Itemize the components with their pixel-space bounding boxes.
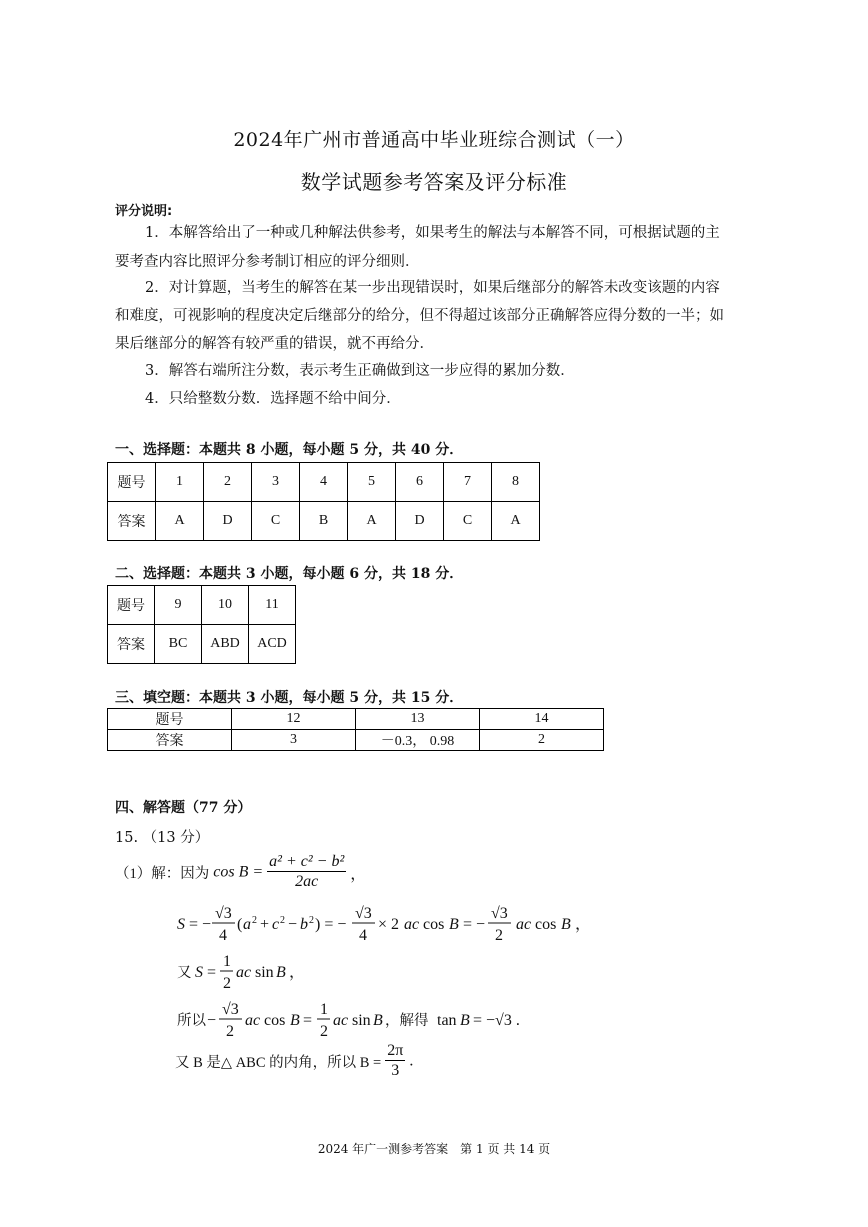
svg-text:2: 2 [252,915,257,926]
svg-text:B: B [561,916,571,933]
svg-text:ac: ac [516,916,532,933]
angle-fraction [385,1042,405,1081]
question-number: 6 [396,463,444,502]
question-number: 2 [204,463,252,502]
section3-heading: 三、填空题：本题共 3 小题，每小题 5 分，共 15 分． [115,690,464,706]
answer-cell: ACD [249,625,296,664]
svg-text:=: = [207,964,217,981]
answer-cell: ABD [202,625,249,664]
note-1-line-2: 要考查内容比照评分参考制订相应的评分细则． [115,254,420,270]
fraction-denominator: 3 [391,1062,400,1079]
area-sine-formula [175,950,335,994]
comma: ， [350,866,367,883]
svg-text:ac: ac [245,1012,261,1029]
question-number: 12 [232,709,356,730]
note-3: 3．解答右端所注分数，表示考生正确做到这一步应得的累加分数． [145,363,575,379]
question-number: 13 [356,709,480,730]
note-2-line-1: 2．对计算题，当考生的解答在某一步出现错误时，如果后继部分的解答未改变该题的内容 [145,280,720,296]
table-row [108,586,296,625]
area-formula [175,898,605,950]
question-number: 7 [444,463,492,502]
svg-text:1: 1 [223,953,231,970]
section1-answer-table [107,462,540,541]
answer-cell: A [348,502,396,541]
solution-line-5 [175,1042,413,1081]
svg-text:cos: cos [264,1012,286,1029]
answer-cell: A [492,502,540,541]
svg-text:B: B [276,964,286,981]
svg-text:B: B [460,1012,470,1029]
svg-text:=: = [303,1012,313,1029]
document-title: 2024年广州市普通高中毕业班综合测试（一） [233,129,635,151]
svg-text:1: 1 [320,1001,328,1018]
svg-text:√3: √3 [491,905,508,922]
solution-line-1 [115,853,366,892]
row-label-question: 题号 [108,463,156,502]
svg-text:b: b [300,916,308,933]
period: . [409,1052,414,1070]
answer-cell: C [444,502,492,541]
svg-text:2: 2 [309,915,314,926]
svg-text:B: B [373,1012,383,1029]
svg-text:(: ( [237,916,243,933]
svg-text:2: 2 [320,1023,328,1040]
svg-text:又: 又 [177,965,192,981]
answer-cell: D [204,502,252,541]
answer-cell: 3 [232,730,356,751]
answer-cell: B [300,502,348,541]
row-label-answer: 答案 [108,730,232,751]
note-4: 4．只给整数分数．选择题不给中间分． [145,391,401,407]
section2-answer-table [107,585,296,664]
svg-text:ac: ac [404,916,420,933]
svg-text:+: + [260,916,270,933]
section3-answer-table [107,708,604,751]
note-1-line-1: 1．本解答给出了一种或几种解法供参考，如果考生的解法与本解答不同，可根据试题的主 [145,225,720,241]
question-number: 3 [252,463,300,502]
question-number: 11 [249,586,296,625]
svg-text:所以: 所以 [177,1013,206,1029]
question-15-label: 15. （13 分） [115,830,210,846]
part1-prefix: （1）解：因为 [115,866,210,882]
svg-text:a: a [243,916,251,933]
fraction-numerator: a² + c² − b² [269,853,345,870]
answer-cell: A [156,502,204,541]
tangent-equation [175,996,555,1044]
svg-text:−: − [207,1012,217,1029]
svg-text:B: B [449,916,459,933]
section2-heading: 二、选择题：本题共 3 小题，每小题 6 分，共 18 分． [115,566,464,582]
answer-cell: 2 [480,730,604,751]
page-footer: 2024 年广一测参考答案 第 1 页 共 14 页 [317,1142,551,1156]
question-number: 14 [480,709,604,730]
note-2-line-3: 果后继部分的解答有较严重的错误，就不再给分． [115,336,434,352]
answer-cell: D [396,502,444,541]
cosB-fraction [267,853,346,892]
conclusion-text: 又 B 是△ ABC 的内角，所以 B = [175,1055,382,1071]
fraction-denominator: 2ac [295,873,319,890]
table-row [108,709,604,730]
fraction-numerator: 2π [387,1042,404,1059]
section4-heading: 四、解答题（77 分） [115,800,252,816]
question-number: 4 [300,463,348,502]
svg-text:ac: ac [333,1012,349,1029]
question-number: 8 [492,463,540,502]
svg-text:) = −: ) = − [315,916,347,933]
table-row [108,730,604,751]
svg-text:= −: = − [189,916,212,933]
svg-text:√3: √3 [222,1001,239,1018]
row-label-question: 题号 [108,586,155,625]
svg-text:2: 2 [495,927,503,944]
svg-text:2: 2 [280,915,285,926]
svg-text:sin: sin [352,1012,371,1029]
note-2-line-2: 和难度，可视影响的程度决定后继部分的给分，但不得超过该部分正确解答应得分数的一半；如 [115,308,724,324]
svg-text:× 2: × 2 [378,916,400,933]
answer-cell: C [252,502,300,541]
svg-text:，: ， [575,916,592,933]
svg-text:2: 2 [226,1023,234,1040]
svg-text:4: 4 [359,927,367,944]
row-label-answer: 答案 [108,625,155,664]
svg-text:cos: cos [535,916,557,933]
table-row [108,625,296,664]
answer-cell: BC [155,625,202,664]
svg-text:√3: √3 [215,905,232,922]
svg-text:ac: ac [236,964,252,981]
svg-text:tan: tan [437,1012,457,1029]
question-number: 1 [156,463,204,502]
svg-text:cos: cos [423,916,445,933]
svg-text:= −√3 .: = −√3 . [473,1012,520,1029]
svg-text:sin: sin [255,964,274,981]
svg-text:，解得: ，解得 [385,1013,429,1029]
svg-text:S: S [177,916,185,933]
svg-text:√3: √3 [355,905,372,922]
svg-text:−: − [288,916,298,933]
table-row [108,463,540,502]
document-subtitle: 数学试题参考答案及评分标准 [300,170,568,194]
svg-text:= −: = − [463,916,486,933]
svg-text:c: c [272,916,280,933]
question-number: 9 [155,586,202,625]
section1-heading: 一、选择题：本题共 8 小题，每小题 5 分，共 40 分． [115,442,464,458]
row-label-question: 题号 [108,709,232,730]
notes-heading: 评分说明: [115,204,173,219]
svg-text:B: B [290,1012,300,1029]
svg-text:2: 2 [223,975,231,992]
svg-text:4: 4 [219,927,227,944]
svg-text:，: ， [289,964,306,981]
table-row [108,502,540,541]
question-number: 10 [202,586,249,625]
row-label-answer: 答案 [108,502,156,541]
question-number: 5 [348,463,396,502]
svg-text:S: S [195,964,203,981]
cosB-text: cos B = [213,863,264,881]
answer-cell: －0.3， 0.98 [356,730,480,751]
